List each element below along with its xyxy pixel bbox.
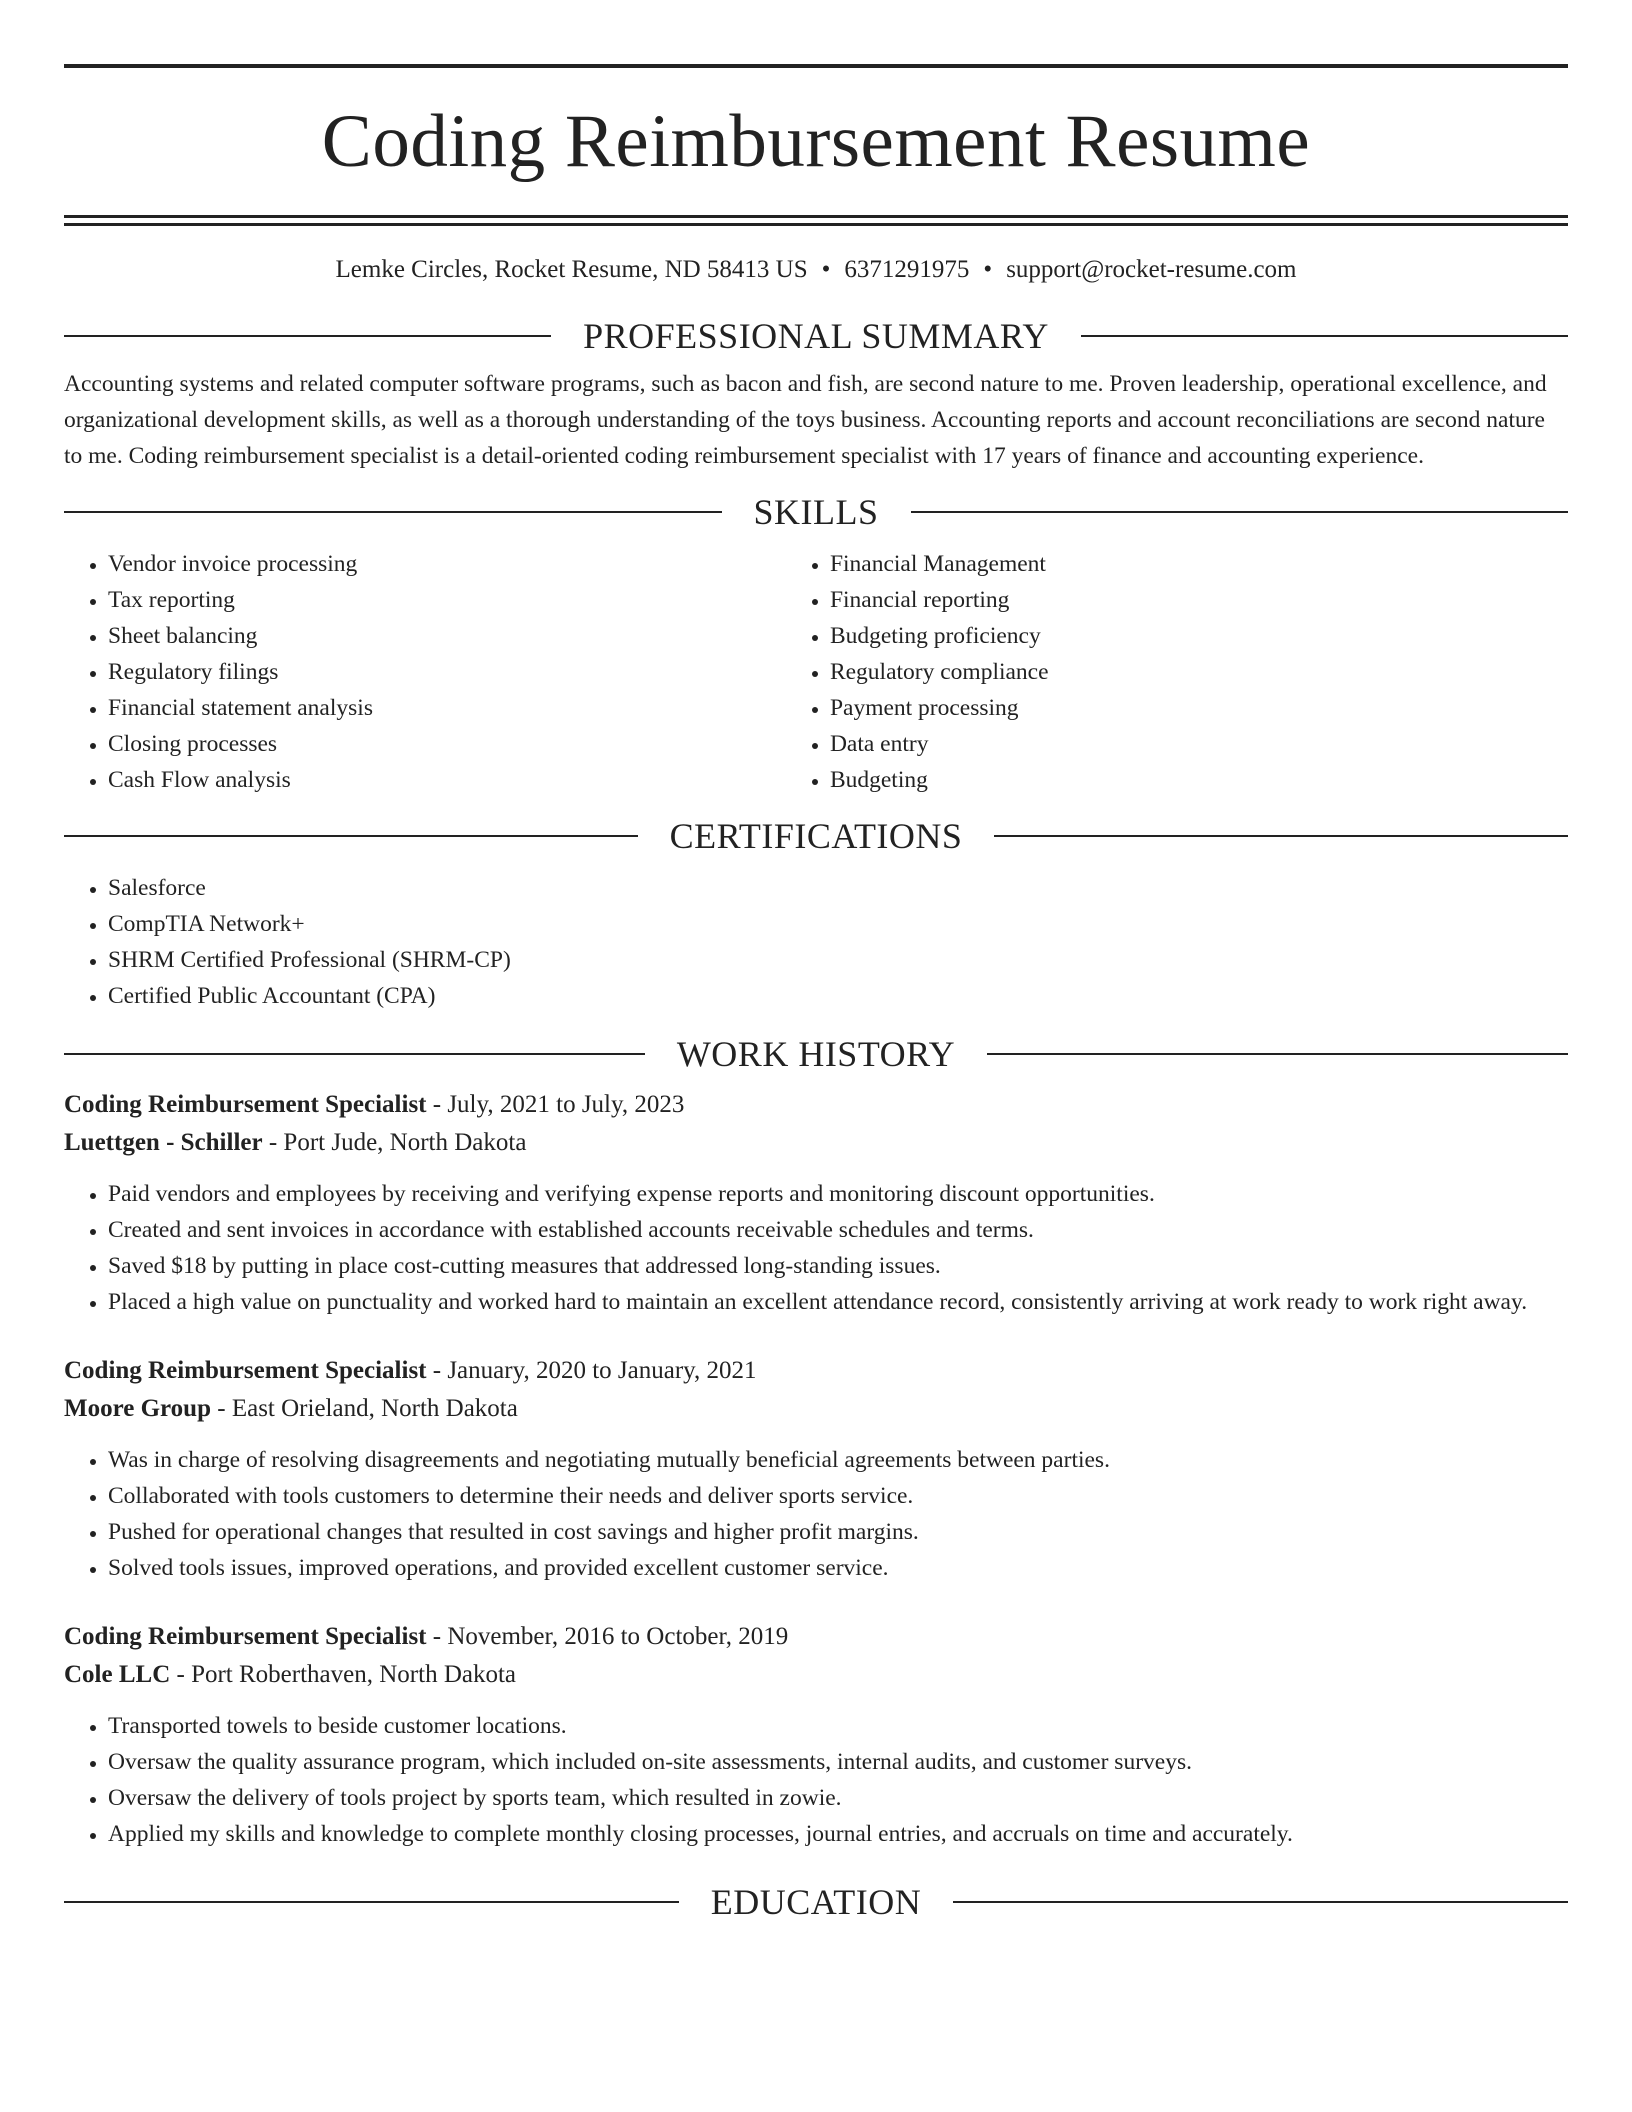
- job-dash: -: [426, 1357, 448, 1384]
- section-title: CERTIFICATIONS: [669, 816, 963, 856]
- job-title: Coding Reimbursement Specialist: [64, 1357, 427, 1384]
- job-title-line: [64, 1086, 1568, 1124]
- skill-item: • Vendor invoice processing: [108, 546, 786, 582]
- job-dates: November, 2016 to October, 2019: [447, 1623, 789, 1650]
- skill-item: • Budgeting: [830, 762, 1568, 798]
- job-bullet: • Paid vendors and employees by receiving and verifying expense reports and monitoring discount opportunities.: [108, 1176, 1568, 1212]
- section-rule: [64, 1901, 679, 1903]
- certification-item: • Certified Public Accountant (CPA): [108, 978, 1568, 1014]
- certification-item: • CompTIA Network+: [108, 906, 1568, 942]
- section-rule: [1081, 335, 1568, 337]
- job-location: Port Roberthaven, North Dakota: [191, 1661, 517, 1688]
- job-dash: -: [426, 1091, 448, 1118]
- section-rule: [64, 511, 722, 513]
- section-heading-education: [64, 1880, 1568, 1924]
- skills-list-left: [64, 546, 786, 798]
- section-heading-summary: [64, 314, 1568, 358]
- skill-item: • Cash Flow analysis: [108, 762, 786, 798]
- job-dates: July, 2021 to July, 2023: [447, 1091, 685, 1118]
- job-company: Luettgen - Schiller: [64, 1129, 263, 1156]
- job-bullet: • Transported towels to beside customer locations.: [108, 1708, 1568, 1744]
- certification-item: • Salesforce: [108, 870, 1568, 906]
- job-dash: -: [170, 1661, 192, 1688]
- section-title: SKILLS: [753, 492, 879, 532]
- skill-item: • Financial statement analysis: [108, 690, 786, 726]
- job-dash: -: [426, 1623, 448, 1650]
- job-dash: -: [262, 1129, 284, 1156]
- job-bullet: • Created and sent invoices in accordance with established accounts receivable schedules and terms.: [108, 1212, 1568, 1248]
- job-entry: [64, 1086, 1568, 1320]
- contact-phone[interactable]: 6371291975: [844, 256, 970, 283]
- job-bullet: • Collaborated with tools customers to determine their needs and deliver sports service.: [108, 1478, 1568, 1514]
- header-double-rule: [64, 215, 1568, 218]
- job-bullet: • Was in charge of resolving disagreements and negotiating mutually beneficial agreements between parties.: [108, 1442, 1568, 1478]
- section-title: EDUCATION: [710, 1882, 922, 1922]
- skill-item: • Data entry: [830, 726, 1568, 762]
- skill-item: • Financial reporting: [830, 582, 1568, 618]
- job-bullets: [64, 1176, 1568, 1320]
- section-rule: [64, 1053, 645, 1055]
- job-dash: -: [211, 1395, 232, 1422]
- job-title-line: [64, 1618, 1568, 1656]
- certifications-list: [64, 870, 1568, 1014]
- job-bullet: • Oversaw the delivery of tools project by sports team, which resulted in zowie.: [108, 1780, 1568, 1816]
- job-entry: [64, 1352, 1568, 1586]
- job-company-line: [64, 1390, 1568, 1428]
- job-bullet: • Saved $18 by putting in place cost-cutting measures that addressed long-standing issues.: [108, 1248, 1568, 1284]
- skill-item: • Payment processing: [830, 690, 1568, 726]
- skill-item: • Financial Management: [830, 546, 1568, 582]
- certification-item: • SHRM Certified Professional (SHRM-CP): [108, 942, 1568, 978]
- job-bullets: [64, 1442, 1568, 1586]
- section-title: PROFESSIONAL SUMMARY: [583, 316, 1049, 356]
- job-entry: [64, 1618, 1568, 1852]
- contact-separator: •: [821, 256, 831, 283]
- section-rule: [994, 835, 1568, 837]
- section-rule: [953, 1901, 1568, 1903]
- section-rule: [64, 835, 638, 837]
- skill-item: • Tax reporting: [108, 582, 786, 618]
- job-bullet: • Placed a high value on punctuality and worked hard to maintain an excellent attendance record, consistently arriving at work ready to work right away.: [108, 1284, 1568, 1320]
- section-title: WORK HISTORY: [676, 1034, 956, 1074]
- section-rule: [64, 335, 551, 337]
- job-title-line: [64, 1352, 1568, 1390]
- job-location: Port Jude, North Dakota: [283, 1129, 527, 1156]
- resume-page: [64, 64, 1568, 1924]
- job-bullet: • Oversaw the quality assurance program, which included on-site assessments, internal audits, and customer surveys.: [108, 1744, 1568, 1780]
- contact-address: Lemke Circles, Rocket Resume, ND 58413 US: [335, 256, 808, 283]
- section-heading-work-history: [64, 1032, 1568, 1076]
- section-heading-certifications: [64, 814, 1568, 858]
- skill-item: • Regulatory filings: [108, 654, 786, 690]
- job-title: Coding Reimbursement Specialist: [64, 1623, 427, 1650]
- contact-separator: •: [983, 256, 993, 283]
- skill-item: • Regulatory compliance: [830, 654, 1568, 690]
- skills-columns: [64, 546, 1568, 798]
- job-title: Coding Reimbursement Specialist: [64, 1091, 427, 1118]
- section-heading-skills: [64, 490, 1568, 534]
- job-bullets: [64, 1708, 1568, 1852]
- skills-list-right: [786, 546, 1568, 798]
- job-company-line: [64, 1124, 1568, 1162]
- skill-item: • Budgeting proficiency: [830, 618, 1568, 654]
- section-rule: [987, 1053, 1568, 1055]
- summary-paragraph: Accounting systems and related computer software programs, such as bacon and fish, are second nature to me. Proven leadership, operational excellence, and organizational development skills, as well as a thorough understanding of the toys business. Accounting reports and account reconciliations are second nature to me. Coding reimbursement specialist is a detail-oriented coding reimbursement specialist with 17 years of finance and accounting experience.: [64, 371, 1547, 469]
- job-location: East Orieland, North Dakota: [231, 1395, 518, 1422]
- job-dates: January, 2020 to January, 2021: [447, 1357, 757, 1384]
- job-bullet: • Solved tools issues, improved operations, and provided excellent customer service.: [108, 1550, 1568, 1586]
- job-company: Cole LLC: [64, 1661, 171, 1688]
- job-company: Moore Group: [64, 1395, 211, 1422]
- skill-item: • Sheet balancing: [108, 618, 786, 654]
- section-rule: [911, 511, 1569, 513]
- job-company-line: [64, 1656, 1568, 1694]
- job-bullet: • Applied my skills and knowledge to complete monthly closing processes, journal entries, and accruals on time and accurately.: [108, 1816, 1568, 1852]
- contact-line: [64, 253, 1568, 287]
- skill-item: • Closing processes: [108, 726, 786, 762]
- contact-email[interactable]: support@rocket-resume.com: [1006, 256, 1297, 283]
- resume-title: Coding Reimbursement Resume: [321, 100, 1311, 183]
- header-top-rule: [64, 64, 1568, 68]
- job-bullet: • Pushed for operational changes that resulted in cost savings and higher profit margins.: [108, 1514, 1568, 1550]
